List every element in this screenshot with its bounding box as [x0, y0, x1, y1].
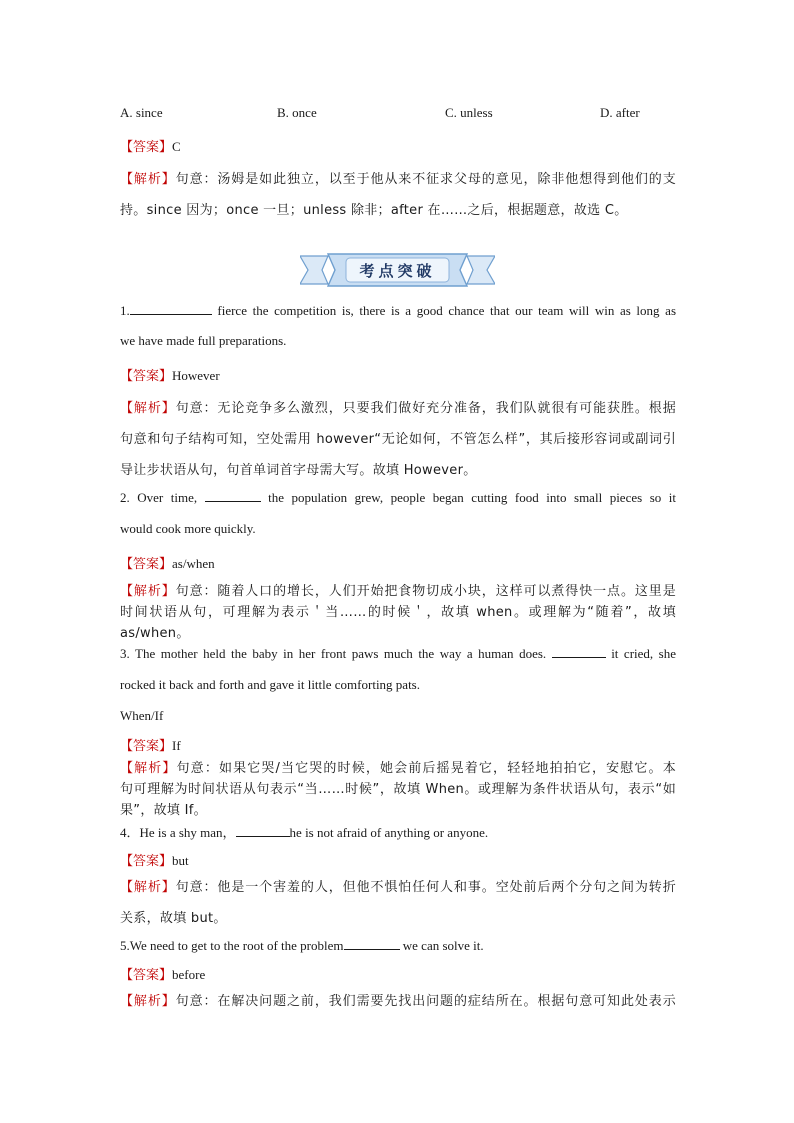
- q5-answer: [120, 964, 676, 983]
- analysis-text: 句意：随着人口的增长，人们开始把食物切成小块，这样可以煮得快一点。这里是: [175, 584, 676, 599]
- q5-text-after: we can solve it.: [402, 938, 484, 953]
- option-a: A. since: [120, 105, 163, 120]
- q3-text-after: it cried, she: [611, 646, 676, 661]
- q1-line-2: we have made full preparations.: [120, 333, 287, 348]
- q2-blank: [205, 489, 261, 502]
- q4-text-before: 4．He is a shy man，: [120, 825, 236, 840]
- q4-blank: [236, 824, 290, 837]
- answer-value: but: [172, 853, 189, 868]
- answer-tag: 【答案】: [120, 140, 173, 155]
- q1-analysis-line-1: [120, 397, 676, 416]
- answer-value: before: [172, 967, 206, 982]
- q2-line-2: would cook more quickly.: [120, 521, 256, 536]
- analysis-tag: 【解析】: [120, 401, 176, 416]
- q2-text-after: the population grew, people began cutting food into small pieces so it: [268, 490, 676, 505]
- q2-analysis-line-1: [120, 580, 676, 599]
- q2-text-before: 2. Over time,: [120, 490, 198, 505]
- q3-text-before: 3. The mother held the baby in her front paws much the way a human does.: [120, 646, 547, 661]
- answer-value: If: [172, 738, 181, 753]
- q4-text-after: he is not afraid of anything or anyone.: [289, 825, 489, 840]
- q3-analysis-line-3: 果”，故填 If。: [120, 803, 207, 818]
- q3-extra: When/If: [120, 708, 164, 723]
- q2-analysis-line-2: 时间状语从句，可理解为表示＇当……的时候＇，故填 when。或理解为“随着”，故填: [120, 605, 676, 620]
- q1-analysis-line-3: 导让步状语从句，句首单词首字母需大写。故填 However。: [120, 463, 477, 478]
- answer-value: However: [172, 368, 220, 383]
- q4-answer: [120, 850, 676, 869]
- q5-blank: [344, 937, 400, 950]
- q3-analysis-line-1: [120, 757, 676, 776]
- q3-line-1: [120, 645, 676, 662]
- q3-answer: [120, 735, 676, 754]
- q2-answer: [120, 553, 676, 572]
- analysis-tag: 【解析】: [120, 761, 177, 776]
- banner-title: 考点突破: [359, 262, 436, 280]
- q5-analysis-line-1: [120, 990, 676, 1009]
- analysis-tag: 【解析】: [120, 584, 176, 599]
- analysis-tag: 【解析】: [120, 172, 176, 187]
- answer-tag: 【答案】: [120, 557, 173, 572]
- analysis-tag: 【解析】: [120, 994, 176, 1009]
- q2-line-1: [120, 489, 676, 506]
- analysis-text: 句意：他是一个害羞的人，但他不惧怕任何人和事。空处前后两个分句之间为转折: [175, 880, 676, 895]
- q5-text-before: 5.We need to get to the root of the problem: [120, 938, 344, 953]
- q1-line-1: [120, 302, 676, 319]
- q1-number: 1.: [120, 303, 130, 318]
- answer-value: C: [172, 139, 181, 154]
- option-c: C. unless: [445, 105, 493, 120]
- q3-blank: [552, 645, 606, 658]
- q4-analysis-line-2: 关系，故填 but。: [120, 911, 227, 926]
- q3-analysis-line-2: 句可理解为时间状语从句表示“当……时候”，故填 When。或理解为条件状语从句，表示“如: [120, 782, 676, 797]
- option-b: B. once: [277, 105, 317, 120]
- q1-text: fierce the competition is, there is a good chance that our team will win as long as: [217, 303, 676, 318]
- answer-tag: 【答案】: [120, 968, 173, 983]
- q2-analysis-line-3: as/when。: [120, 626, 190, 641]
- q1-blank: [130, 302, 212, 315]
- analysis-text: 句意：如果它哭/当它哭的时候，她会前后摇晃着它，轻轻地拍拍它，安慰它。本: [176, 761, 676, 776]
- analysis-text: 句意：在解决问题之前，我们需要先找出问题的症结所在。根据句意可知此处表示: [175, 994, 676, 1009]
- answer-tag: 【答案】: [120, 739, 173, 754]
- answer-value: as/when: [172, 556, 215, 571]
- intro-analysis-line-2: 持。since 因为；once 一旦；unless 除非；after 在……之后，根据题意，故选 C。: [120, 203, 628, 218]
- intro-answer: [120, 136, 676, 155]
- option-d: D. after: [600, 105, 640, 120]
- q1-analysis-line-2: 句意和句子结构可知，空处需用 however“无论如何，不管怎么样”，其后接形容词或副词引: [120, 432, 676, 447]
- q4-line-1: [120, 822, 676, 841]
- q5-line-1: [120, 937, 676, 954]
- analysis-tag: 【解析】: [120, 880, 176, 895]
- analysis-text: 句意：汤姆是如此独立，以至于他从来不征求父母的意见，除非他想得到他们的支: [175, 172, 676, 187]
- q1-answer: [120, 365, 676, 384]
- section-banner: [300, 250, 495, 290]
- answer-tag: 【答案】: [120, 854, 173, 869]
- intro-analysis-line-1: [120, 168, 676, 187]
- q3-line-2: rocked it back and forth and gave it little comforting pats.: [120, 677, 420, 692]
- analysis-text: 句意：无论竞争多么激烈，只要我们做好充分准备，我们队就很有可能获胜。根据: [175, 401, 676, 416]
- q4-analysis-line-1: [120, 876, 676, 895]
- answer-tag: 【答案】: [120, 369, 173, 384]
